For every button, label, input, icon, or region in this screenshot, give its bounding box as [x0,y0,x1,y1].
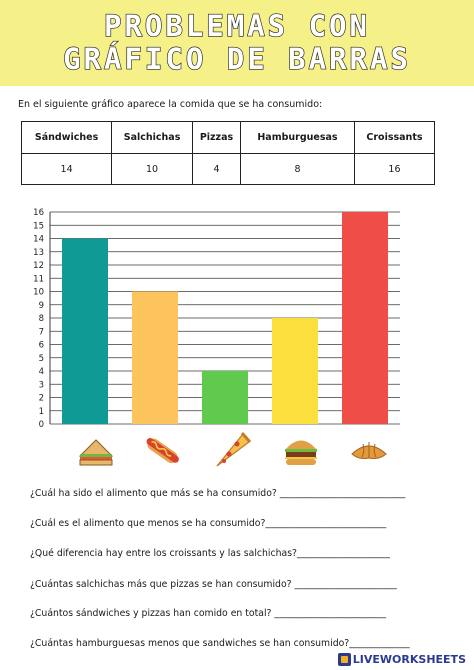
table-row [22,154,435,185]
food-table [21,121,435,185]
y-tick-label: 16 [33,208,44,218]
y-tick-label: 10 [33,287,44,298]
logo-icon [338,653,351,666]
y-tick-label: 13 [33,247,44,258]
pizza-icon [213,430,253,470]
title-line-2: GRÁFICO DE BARRAS [63,42,411,76]
question-2: ¿Cuál es el alimento que menos se ha consumido?__________________________ [30,518,387,529]
bar-2 [132,292,178,425]
title-line-1: PROBLEMAS CON [104,9,370,43]
y-tick-label: 5 [38,353,44,364]
intro-text: En el siguiente gráfico aparece la comida que se ha consumido: [18,99,323,110]
table-header: Salchichas [112,122,193,154]
hamburger-icon [281,430,321,470]
y-tick-label: 1 [38,406,44,417]
question-5: ¿Cuántos sándwiches y pizzas han comido en total? ________________________ [30,608,386,619]
title-banner [0,0,474,86]
y-tick-label: 2 [38,393,44,404]
hotdog-icon [143,430,183,470]
y-tick-label: 3 [38,380,44,391]
table-header: Hamburguesas [241,122,355,154]
sandwich-icon [76,430,116,470]
y-tick-label: 9 [38,300,44,311]
bar-3 [202,371,248,424]
bar-5 [342,212,388,424]
question-1: ¿Cuál ha sido el alimento que más se ha consumido? ___________________________ [30,488,406,499]
table-cell: 10 [112,154,193,185]
y-tick-label: 12 [33,261,44,271]
y-tick-label: 14 [33,234,44,245]
croissant-icon [349,430,389,470]
table-cell: 8 [241,154,355,185]
question-6: ¿Cuántas hamburguesas menos que sandwiches se han consumido?_____________ [30,638,410,649]
table-cell: 14 [22,154,112,185]
bar-4 [272,318,318,424]
question-3: ¿Qué diferencia hay entre los croissants y las salchichas?____________________ [30,548,390,559]
table-cell: 16 [354,154,434,185]
y-tick-label: 11 [33,274,44,285]
logo-text: LIVEWORKSHEETS [352,653,466,666]
bar-chart [10,200,410,432]
table-header: Pizzas [192,122,240,154]
table-header-row [22,122,435,154]
liveworksheets-logo [338,653,466,666]
table-header: Croissants [354,122,434,154]
y-tick-label: 6 [38,340,44,351]
food-icons-row [0,430,474,470]
bar-1 [62,239,108,425]
table-cell: 4 [192,154,240,185]
question-4: ¿Cuántas salchichas más que pizzas se han consumido? ______________________ [30,579,397,590]
y-tick-label: 15 [33,221,44,232]
y-tick-label: 7 [38,327,44,338]
y-tick-label: 0 [38,420,44,430]
y-tick-label: 4 [38,367,44,377]
y-tick-label: 8 [38,314,44,324]
table-header: Sándwiches [22,122,112,154]
